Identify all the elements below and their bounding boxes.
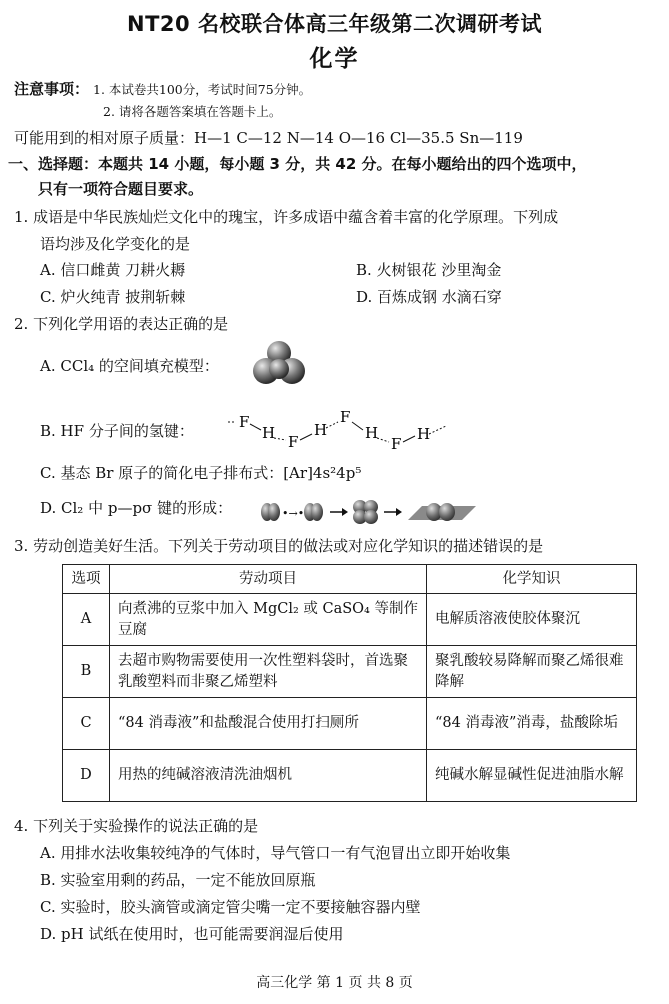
hf-atom: F — [340, 408, 351, 426]
notice-item-1: 1. 本试卷共100分，考试时间75分钟。 — [93, 82, 312, 97]
notice-label: 注意事项： — [14, 80, 90, 98]
q2-option-a: A. CCl₄ 的空间填充模型： — [40, 357, 219, 375]
exam-title: NT20 名校联合体高三年级第二次调研考试 — [127, 12, 542, 36]
q2-stem: 2. 下列化学用语的表达正确的是 — [14, 315, 229, 333]
q2-option-b: B. HF 分子间的氢键： — [40, 422, 194, 440]
table-cell-option: D — [63, 750, 110, 802]
page-footer: 高三化学 第 1 页 共 8 页 — [256, 975, 413, 991]
table-cell-work: 向煮沸的豆浆中加入 MgCl₂ 或 CaSO₄ 等制作豆腐 — [110, 594, 427, 646]
q1-stem-line-1: 1. 成语是中华民族灿烂文化中的瑰宝，许多成语中蕴含着丰富的化学原理。下列成 — [14, 208, 559, 226]
hf-atom: H — [417, 425, 431, 443]
ccl4-space-filling-model — [252, 340, 306, 390]
hf-atom: F — [288, 433, 299, 451]
section-1-heading-cont: 只有一项符合题目要求。 — [38, 180, 204, 198]
table-cell-work: 去超市购物需要使用一次性塑料袋时，首选聚乳酸塑料而非聚乙烯塑料 — [110, 646, 427, 698]
hf-atom: H — [262, 424, 276, 442]
table-cell-option: A — [63, 594, 110, 646]
table-row — [63, 698, 637, 750]
q4-option-d: D. pH 试纸在使用时，也可能需要润湿后使用 — [40, 925, 344, 943]
hf-atom: F — [391, 435, 402, 452]
table-header-option: 选项 — [63, 565, 110, 594]
notice-line-1 — [14, 78, 311, 101]
table-row — [63, 646, 637, 698]
table-cell-knowledge: 聚乳酸较易降解而聚乙烯很难降解 — [427, 646, 637, 698]
q4-option-c: C. 实验时，胶头滴管或滴定管尖嘴一定不要接触容器内壁 — [40, 898, 421, 916]
hf-atom: F — [239, 413, 250, 431]
q1-option-b: B. 火树银花 沙里淘金 — [356, 261, 502, 279]
table-cell-option: C — [63, 698, 110, 750]
q1-option-a: A. 信口雌黄 刀耕火耨 — [40, 261, 186, 279]
table-cell-work: 用热的纯碱溶液清洗油烟机 — [110, 750, 427, 802]
q4-option-b: B. 实验室用剩的药品，一定不能放回原瓶 — [40, 871, 316, 889]
table-cell-knowledge: 纯碱水解显碱性促进油脂水解 — [427, 750, 637, 802]
subject-title: 化学 — [309, 46, 360, 72]
table-row — [63, 750, 637, 802]
table-header-row — [63, 565, 637, 594]
q2-option-d: D. Cl₂ 中 p—pσ 键的形成： — [40, 499, 233, 517]
cl2-p-p-sigma-bond-diagram — [258, 496, 480, 528]
section-1-heading: 一、选择题：本题共 14 小题，每小题 3 分，共 42 分。在每小题给出的四个选项中， — [8, 155, 587, 173]
q4-option-a: A. 用排水法收集较纯净的气体时，导气管口一有气泡冒出立即开始收集 — [40, 844, 511, 862]
table-cell-knowledge: “84 消毒液”消毒，盐酸除垢 — [427, 698, 637, 750]
q3-table — [62, 564, 637, 802]
hf-atom: H — [314, 421, 328, 439]
q1-option-c: C. 炉火纯青 披荆斩棘 — [40, 288, 186, 306]
q2-option-c: C. 基态 Br 原子的简化电子排布式：[Ar]4s²4p⁵ — [40, 464, 362, 482]
q3-stem: 3. 劳动创造美好生活。下列关于劳动项目的做法或对应化学知识的描述错误的是 — [14, 537, 544, 555]
hf-hydrogen-bond-diagram — [228, 402, 450, 452]
q4-stem: 4. 下列关于实验操作的说法正确的是 — [14, 817, 259, 835]
table-cell-knowledge: 电解质溶液使胶体聚沉 — [427, 594, 637, 646]
table-header-work: 劳动项目 — [110, 565, 427, 594]
svg-text:•→•: •→• — [282, 507, 305, 520]
hf-atom: H — [365, 424, 379, 442]
table-row — [63, 594, 637, 646]
table-cell-work: “84 消毒液”和盐酸混合使用打扫厕所 — [110, 698, 427, 750]
table-header-knowledge: 化学知识 — [427, 565, 637, 594]
q1-stem-line-2: 语均涉及化学变化的是 — [40, 235, 191, 253]
atomic-masses: 可能用到的相对原子质量：H—1 C—12 N—14 O—16 Cl—35.5 Sn—119 — [14, 129, 523, 147]
notice-item-2: 2. 请将各题答案填在答题卡上。 — [103, 104, 282, 119]
table-cell-option: B — [63, 646, 110, 698]
q1-option-d: D. 百炼成钢 水滴石穿 — [356, 288, 502, 306]
